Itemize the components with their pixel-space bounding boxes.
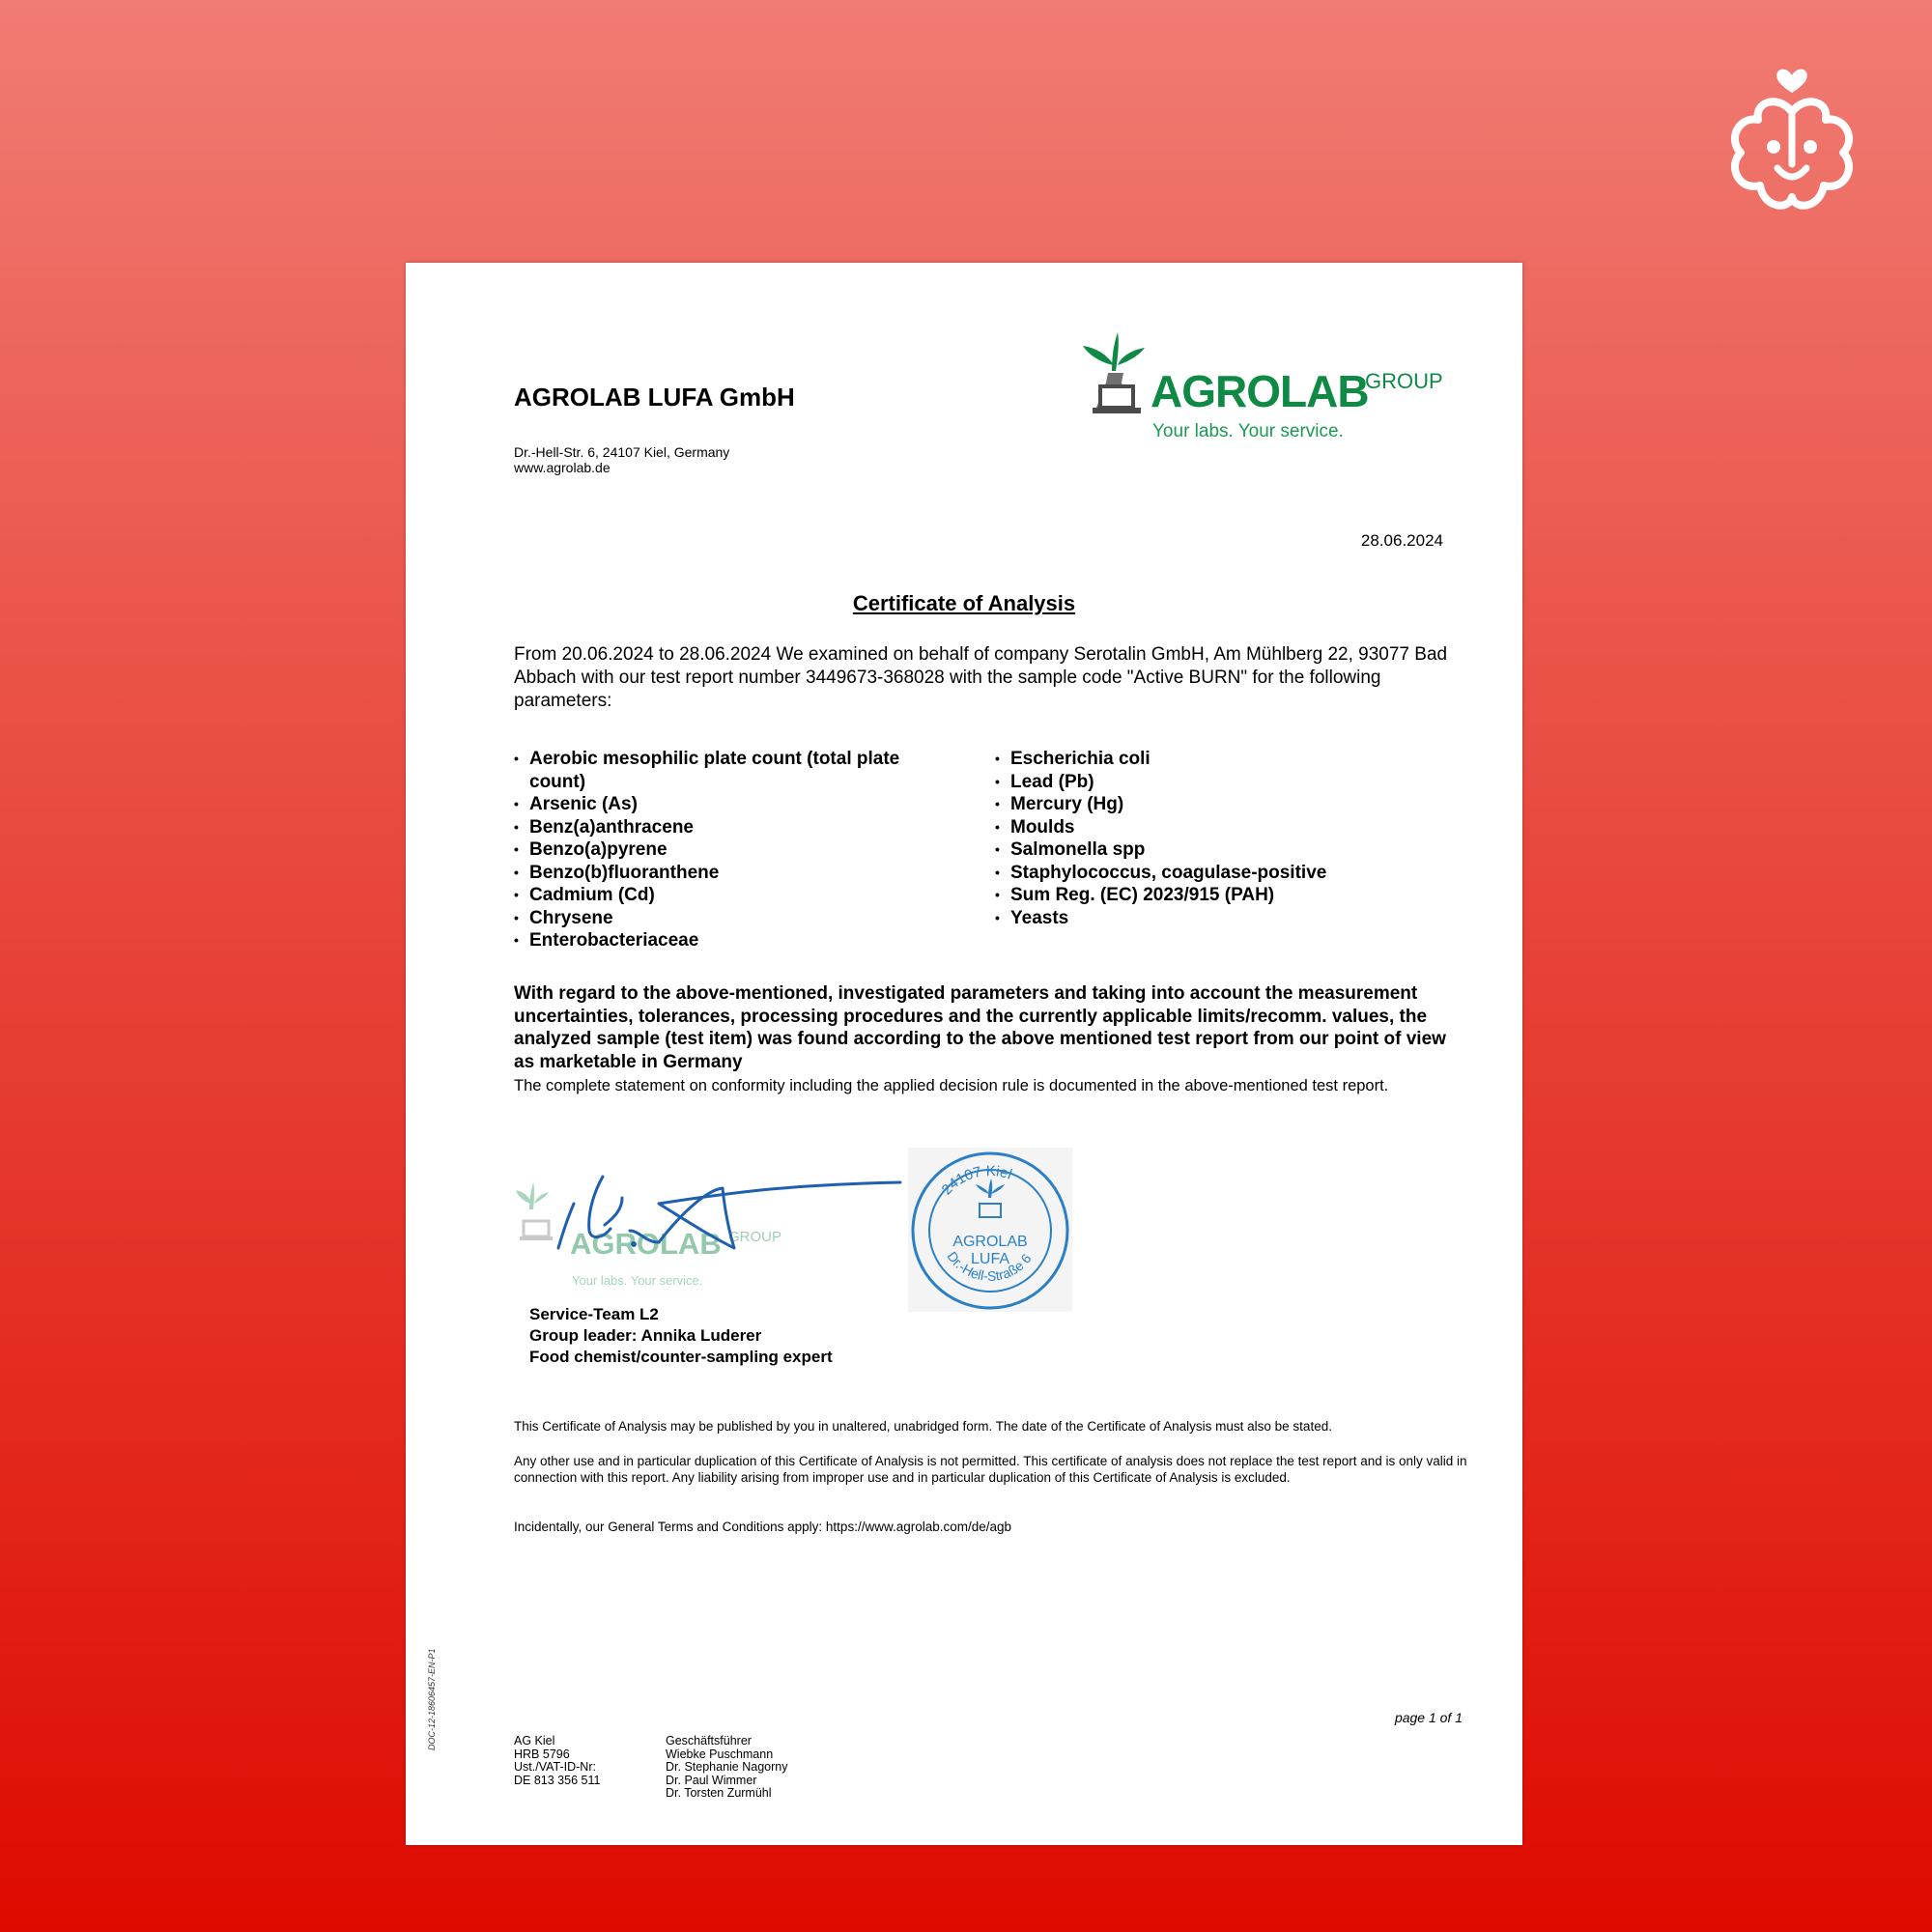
footer-registry-line: DE 813 356 511 — [514, 1773, 601, 1787]
parameter-column-left — [514, 748, 958, 952]
parameter-label: Chrysene — [529, 907, 613, 928]
company-stamp — [908, 1148, 1072, 1312]
bullet-icon: • — [995, 909, 1000, 925]
company-name: AGROLAB LUFA GmbH — [514, 383, 795, 412]
footer-management-line: Wiebke Puschmann — [666, 1747, 774, 1761]
parameter-item — [995, 793, 1459, 816]
stamp-line-1: AGROLAB — [952, 1234, 1028, 1250]
bullet-icon: • — [995, 864, 1000, 880]
signatory-role: Food chemist/counter-sampling expert — [529, 1348, 833, 1366]
bullet-icon: • — [995, 818, 1000, 835]
address-street: Dr.-Hell-Str. 6, 24107 Kiel, Germany — [514, 444, 730, 460]
parameter-label: Lead (Pb) — [1010, 771, 1094, 792]
parameter-label: Cadmium (Cd) — [529, 885, 655, 905]
agrolab-plant-lab-icon — [1077, 327, 1154, 423]
footer-registry-line: Ust./VAT-ID-Nr: — [514, 1760, 596, 1774]
parameter-item — [995, 907, 1459, 930]
intro-paragraph: From 20.06.2024 to 28.06.2024 We examined on behalf of company Serotalin GmbH, Am Mühlberg 22, 93077 Bad Abbach with our test report number 3449673-368028 with the sample code "Active BURN" for the following parameters: — [514, 644, 1448, 711]
parameter-item — [514, 907, 958, 930]
parameter-label: Sum Reg. (EC) 2023/915 (PAH) — [1010, 885, 1275, 905]
signatory-block — [529, 1304, 833, 1368]
parameter-column-right — [995, 748, 1459, 929]
parameter-label: Benz(a)anthracene — [529, 816, 694, 838]
bullet-icon: • — [995, 751, 1000, 766]
logo-group-label: GROUP — [1365, 369, 1443, 393]
signatory-team: Service-Team L2 — [529, 1305, 659, 1323]
parameter-item — [514, 884, 958, 907]
parameter-label: Benzo(b)fluoranthene — [529, 862, 720, 883]
bullet-icon: • — [514, 796, 519, 811]
parameter-item — [514, 748, 958, 793]
address-website: www.agrolab.de — [514, 460, 611, 475]
bullet-icon: • — [514, 841, 519, 857]
footer-management-line: Dr. Torsten Zurmühl — [666, 1786, 772, 1800]
parameter-label: Moulds — [1010, 816, 1075, 838]
faded-logo-wordmark: AGROLAB — [570, 1227, 722, 1261]
fine-print-terms: Incidentally, our General Terms and Conditions apply: https://www.agrolab.com/de/agb — [514, 1520, 1012, 1534]
parameter-item — [995, 838, 1459, 862]
page-number: page 1 of 1 — [1394, 1710, 1463, 1725]
conformity-note: The complete statement on conformity including the applied decision rule is documented in the above-mentioned test report. — [514, 1077, 1389, 1094]
parameter-label: Arsenic (As) — [529, 794, 638, 814]
faded-logo-tagline: Your labs. Your service. — [572, 1273, 703, 1288]
logo-wordmark: AGROLAB — [1151, 366, 1369, 416]
footer-management-line: Geschäftsführer — [666, 1734, 752, 1747]
parameter-item — [514, 838, 958, 862]
footer-management — [666, 1735, 787, 1801]
parameter-item — [995, 748, 1459, 771]
bullet-icon: • — [514, 818, 519, 835]
parameter-item — [514, 862, 958, 885]
bullet-icon: • — [514, 887, 519, 902]
parameter-label: Benzo(a)pyrene — [529, 839, 668, 860]
parameter-item — [995, 816, 1459, 839]
company-address — [514, 444, 729, 475]
footer-management-line: Dr. Paul Wimmer — [666, 1773, 757, 1787]
fine-print-duplication: Any other use and in particular duplication of this Certificate of Analysis is not permitted. This certificate of analysis does not replace the test report and is only valid in connection with this report. Any liability arising from improper use and in particular duplication of this Certificate of Analysis is excluded. — [514, 1454, 1467, 1485]
parameter-item — [514, 793, 958, 816]
conformity-statement: With regard to the above-mentioned, investigated parameters and taking into account the measurement uncertainties, tolerances, processing procedures and the currently applicable limits/recomm. values, the analyzed sample (test item) was found according to the above mentioned test report from our point of view as marketable in Germany — [514, 983, 1446, 1072]
stamp-top-text: 24107 Kiel — [938, 1162, 1014, 1199]
footer-registry-line: AG Kiel — [514, 1734, 555, 1747]
handwritten-signature — [514, 1150, 958, 1304]
footer-registry — [514, 1735, 600, 1787]
parameter-item — [514, 929, 958, 952]
parameter-label: Escherichia coli — [1010, 749, 1151, 769]
clover-face-heart-icon — [1719, 56, 1864, 215]
bullet-icon: • — [995, 887, 1000, 902]
parameter-label: Salmonella spp — [1010, 839, 1146, 860]
parameter-item — [995, 771, 1459, 794]
parameter-label: Yeasts — [1010, 907, 1069, 928]
stamp-bottom-text: Dr.-Hell-Straße 6 — [944, 1248, 1035, 1284]
certificate-document — [406, 263, 1522, 1845]
faded-logo-group: GROUP — [728, 1229, 782, 1245]
bullet-icon: • — [995, 796, 1000, 811]
bullet-icon: • — [514, 751, 519, 766]
stamp-line-2: LUFA — [970, 1251, 1010, 1267]
bullet-icon: • — [995, 841, 1000, 857]
parameter-label: Enterobacteriaceae — [529, 930, 699, 951]
signatory-leader: Group leader: Annika Luderer — [529, 1326, 762, 1345]
parameter-item — [995, 884, 1459, 907]
fine-print-publication: This Certificate of Analysis may be published by you in unaltered, unabridged form. The date of the Certificate of Analysis must also be stated. — [514, 1419, 1332, 1434]
signature-area — [514, 1150, 958, 1304]
document-code: DOC-12-18606457-EN-P1 — [427, 1648, 437, 1750]
bullet-icon: • — [995, 773, 1000, 789]
logo-tagline: Your labs. Your service. — [1152, 421, 1344, 441]
stamp-seal — [908, 1148, 1072, 1312]
parameter-label: Aerobic mesophilic plate count (total plate count) — [529, 749, 900, 792]
parameter-item — [514, 816, 958, 839]
certificate-date: 28.06.2024 — [1360, 531, 1443, 550]
footer-management-line: Dr. Stephanie Nagorny — [666, 1760, 788, 1774]
bullet-icon: • — [514, 909, 519, 925]
bullet-icon: • — [514, 864, 519, 880]
document-title: Certificate of Analysis — [852, 591, 1076, 615]
parameter-item — [995, 862, 1459, 885]
parameter-label: Staphylococcus, coagulase-positive — [1010, 862, 1327, 883]
svg-text:24107 Kiel — [939, 1163, 1014, 1198]
bullet-icon: • — [514, 932, 519, 948]
agrolab-logo — [1077, 327, 1454, 462]
parameter-label: Mercury (Hg) — [1010, 794, 1124, 814]
footer-registry-line: HRB 5796 — [514, 1747, 570, 1761]
